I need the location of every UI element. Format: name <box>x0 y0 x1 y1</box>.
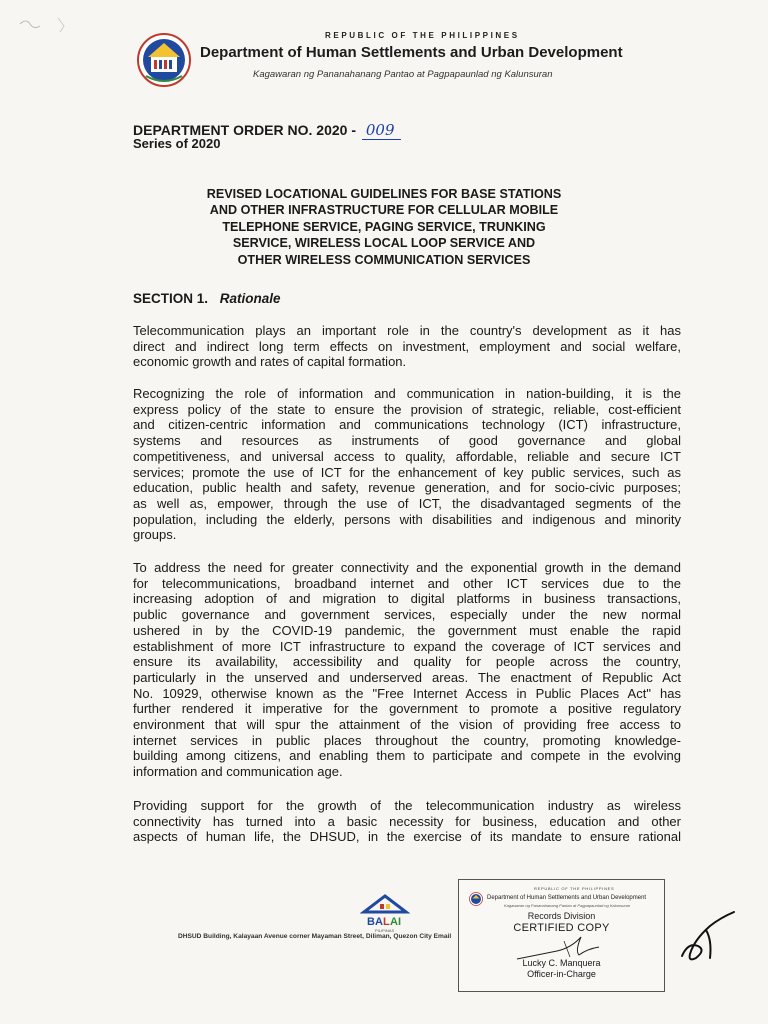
title-line: TELEPHONE SERVICE, PAGING SERVICE, TRUNKING <box>222 219 546 234</box>
paragraph-2 <box>133 386 681 543</box>
paragraph-line: establishment of more ICT infrastructure to expand the coverage of ICT services and <box>133 638 681 654</box>
certified-copy-stamp <box>458 879 665 992</box>
stamp-division: Records Division <box>527 911 596 921</box>
paragraph-line: as well as, empower, through the use of ICT, the disadvantaged segments of the <box>133 495 681 511</box>
paragraph-line: further rendered it imperative for the government to promote a positive regulatory <box>133 701 681 717</box>
footer-address: DHSUD Building, Kalayaan Avenue corner Mayaman Street, Diliman, Quezon City Email <box>178 933 452 940</box>
section-heading <box>133 291 281 306</box>
section-title: Rationale <box>219 291 281 306</box>
order-title <box>160 186 608 268</box>
svg-text:AI: AI <box>390 916 401 928</box>
dhsud-seal-icon <box>136 32 192 88</box>
paragraph-line: competitiveness, and universal access to quality, affordable, reliable and secure ICT <box>133 448 681 464</box>
paragraph-line: Telecommunication plays an important role in the country's development as it has <box>133 323 681 338</box>
paragraph-line: economic growth and rates of capital formation. <box>133 354 407 370</box>
republic-label: REPUBLIC OF THE PHILIPPINES <box>325 31 520 40</box>
paragraph-line: and citizen-centric information and communications technology (ICT) infrastructure, <box>133 417 681 433</box>
stamp-seal-icon <box>469 892 483 906</box>
scan-artifact <box>18 14 78 38</box>
svg-text:PILIPINAS: PILIPINAS <box>375 928 395 933</box>
paragraph-line: express policy of the state to ensure the provision of strategic, reliable, cost-efficient <box>133 401 681 417</box>
paragraph-3 <box>133 560 681 780</box>
paragraph-4 <box>133 798 681 845</box>
paragraph-line: education, public health and safety, revenue generation, and for socio-civic purposes; <box>133 480 681 496</box>
title-line: AND OTHER INFRASTRUCTURE FOR CELLULAR MOBILE <box>209 203 559 218</box>
paragraph-line: No. 10929, otherwise known as the "Free Internet Access in Public Places Act" has <box>133 685 681 701</box>
paragraph-line: environment that will spur the attainment of the vision of providing free access to <box>133 717 681 733</box>
department-tagalog-name: Kagawaran ng Pananahanang Pantao at Pagpapaunlad ng Kalunsuran <box>253 69 553 80</box>
title-line: OTHER WIRELESS COMMUNICATION SERVICES <box>237 252 531 267</box>
paragraph-line: connectivity has turned into a basic necessity for business, education and other <box>133 813 681 829</box>
paragraph-line: building among citizens, and enabling them to participate and compete in the evolving <box>133 748 681 764</box>
stamp-officer-name: Lucky C. Manquera <box>522 958 601 968</box>
handwritten-order-number: 009 <box>362 121 401 140</box>
stamp-certified-copy: CERTIFIED COPY <box>513 922 610 934</box>
paragraph-line: groups. <box>133 527 177 543</box>
paragraph-line: ensure its availability, accessibility and quality for people across the country, <box>133 654 681 670</box>
order-label: DEPARTMENT ORDER NO. 2020 - <box>133 122 356 138</box>
paragraph-1 <box>133 323 681 370</box>
paragraph-line: Recognizing the role of information and communication in nation-building, it is the <box>133 386 681 401</box>
paragraph-line: systems and resources as instruments of good governance and global <box>133 433 681 449</box>
title-line: SERVICE, WIRELESS LOCAL LOOP SERVICE AND <box>232 236 536 251</box>
stamp-officer-role: Officer-in-Charge <box>527 969 596 979</box>
svg-text:BA: BA <box>367 916 383 928</box>
paragraph-line: for telecommunications, broadband internet and other ICT services due to the <box>133 575 681 591</box>
paragraph-line: public governance and government services, especially under the new normal <box>133 607 681 623</box>
paragraph-line: increasing adoption of and migration to digital platforms in business transactions, <box>133 591 681 607</box>
paragraph-line: aspects of human life, the DHSUD, in the exercise of its mandate to ensure rational <box>133 829 681 845</box>
paragraph-line: internet services in public places throughout the country, promoting knowledge- <box>133 732 681 748</box>
paragraph-line: ushered in by the COVID-19 pandemic, the government must enable the rapid <box>133 622 681 638</box>
paragraph-line: Providing support for the growth of the telecommunication industry as wireless <box>133 798 681 813</box>
paragraph-line: population, including the elderly, persons with disabilities and indigenous and minority <box>133 511 681 527</box>
paragraph-line: To address the need for greater connectivity and the exponential growth in the demand <box>133 560 681 575</box>
paragraph-line: services; promote the use of ICT for the enhancement of key public services, such as <box>133 464 681 480</box>
department-name: Department of Human Settlements and Urban Development <box>200 44 623 61</box>
stamp-department-name: Department of Human Settlements and Urban Development <box>487 895 647 901</box>
title-line: REVISED LOCATIONAL GUIDELINES FOR BASE STATIONS <box>206 187 562 201</box>
section-number: SECTION 1. <box>133 291 209 306</box>
paragraph-line: particularly in the unserved and underserved areas. The enactment of Republic Act <box>133 669 681 685</box>
paragraph-line: information and communication age. <box>133 764 343 780</box>
balai-logo-icon <box>360 894 410 934</box>
stamp-department-tagalog: Kagawaran ng Pananahanang Pantao at Pagpapaunlad ng Kalunsuran <box>504 903 631 908</box>
svg-text:L: L <box>383 916 390 928</box>
order-series: Series of 2020 <box>133 136 221 151</box>
stamp-republic-label: REPUBLIC OF THE PHILIPPINES <box>534 886 615 891</box>
handwritten-initials-icon <box>676 908 740 966</box>
paragraph-line: direct and indirect long term effects on investment, employment and social welfare, <box>133 338 681 354</box>
